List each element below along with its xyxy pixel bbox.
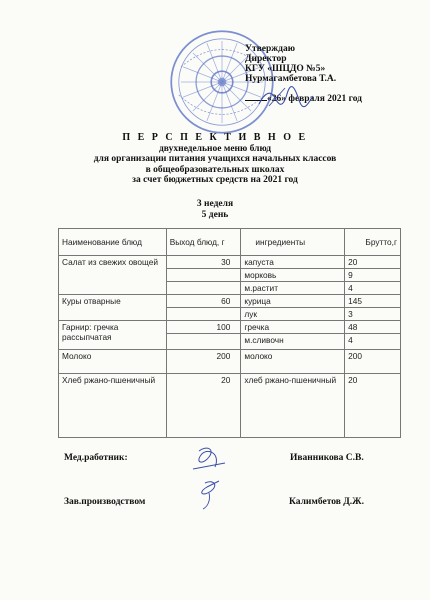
- staff-signatures: [185, 443, 235, 513]
- ingredient-gross: 3: [345, 308, 401, 321]
- dish-output: 100: [166, 321, 241, 334]
- document-subtitle-budget: за счет бюджетных средств на 2021 год: [132, 175, 298, 185]
- empty-output-cell: [166, 308, 241, 321]
- day-number: 5 день: [201, 209, 229, 220]
- table-row: [59, 295, 401, 308]
- header-dish-name: Наименование блюд: [59, 229, 167, 256]
- ingredient-gross: 20: [345, 256, 401, 269]
- ingredient-gross: 4: [345, 282, 401, 295]
- header-ingredients: ингредиенты: [241, 229, 345, 256]
- ingredient-name: м.растит: [241, 282, 345, 295]
- approval-title: Утверждаю: [245, 44, 295, 54]
- document-subtitle-schools: в общеобразовательных школах: [145, 164, 285, 175]
- header-output: Выход блюд, г: [166, 229, 241, 256]
- ingredient-gross: 4: [345, 334, 401, 350]
- table-row: [59, 350, 401, 374]
- manager-name: Калимбетов Д.Ж.: [289, 497, 364, 507]
- approval-position: Директор: [245, 54, 287, 64]
- ingredient-name: гречка: [241, 321, 345, 334]
- ingredient-name: курица: [241, 295, 345, 308]
- dish-output: 60: [166, 295, 241, 308]
- document-subtitle-menu: двухнедельное меню блюд: [158, 143, 272, 154]
- ingredient-name: хлеб ржано-пшеничный: [241, 374, 345, 438]
- approval-date-text: «26» февраля 2021 год: [267, 94, 362, 104]
- ingredient-name: капуста: [241, 256, 345, 269]
- menu-table-header-row: [59, 229, 401, 256]
- ingredient-name: м.сливочн: [241, 334, 345, 350]
- document-title: П Е Р С П Е К Т И В Н О Е: [122, 132, 308, 143]
- week-number: 3 неделя: [196, 199, 234, 209]
- empty-output-cell: [166, 334, 241, 350]
- medic-title: Мед.работник:: [64, 453, 128, 463]
- ingredient-name: морковь: [241, 269, 345, 282]
- ingredient-gross: 20: [345, 374, 401, 438]
- approval-organization: КГУ «ШЦДО №5»: [245, 64, 326, 74]
- dish-output: 30: [166, 256, 241, 269]
- ingredient-gross: 48: [345, 321, 401, 334]
- dish-name: Гарнир: гречка рассыпчатая: [59, 321, 167, 350]
- schedule-block: [0, 199, 430, 220]
- medic-name: Иванникова С.В.: [290, 453, 364, 463]
- empty-output-cell: [166, 282, 241, 295]
- manager-title: Зав.производством: [64, 497, 146, 507]
- header-gross: Брутто,г: [345, 229, 401, 256]
- table-row: [59, 256, 401, 269]
- empty-output-cell: [166, 269, 241, 282]
- ingredient-gross: 9: [345, 269, 401, 282]
- document-title-block: [0, 133, 430, 186]
- dish-name: Хлеб ржано-пшеничный: [59, 374, 167, 438]
- menu-table: [58, 228, 401, 438]
- table-row: [59, 321, 401, 334]
- document-subtitle-purpose: для организации питания учащихся начальных классов: [93, 154, 337, 164]
- ingredient-gross: 200: [345, 350, 401, 374]
- director-signature: [255, 84, 315, 112]
- dish-output: 20: [166, 374, 241, 438]
- dish-name: Куры отварные: [59, 295, 167, 321]
- ingredient-name: лук: [241, 308, 345, 321]
- ingredient-gross: 145: [345, 295, 401, 308]
- dish-output: 200: [166, 350, 241, 374]
- dish-name: Молоко: [59, 350, 167, 374]
- approval-director-name: Нурмагамбетова Т.А.: [245, 74, 337, 84]
- table-row: [59, 374, 401, 438]
- dish-name: Салат из свежих овощей: [59, 256, 167, 295]
- ingredient-name: молоко: [241, 350, 345, 374]
